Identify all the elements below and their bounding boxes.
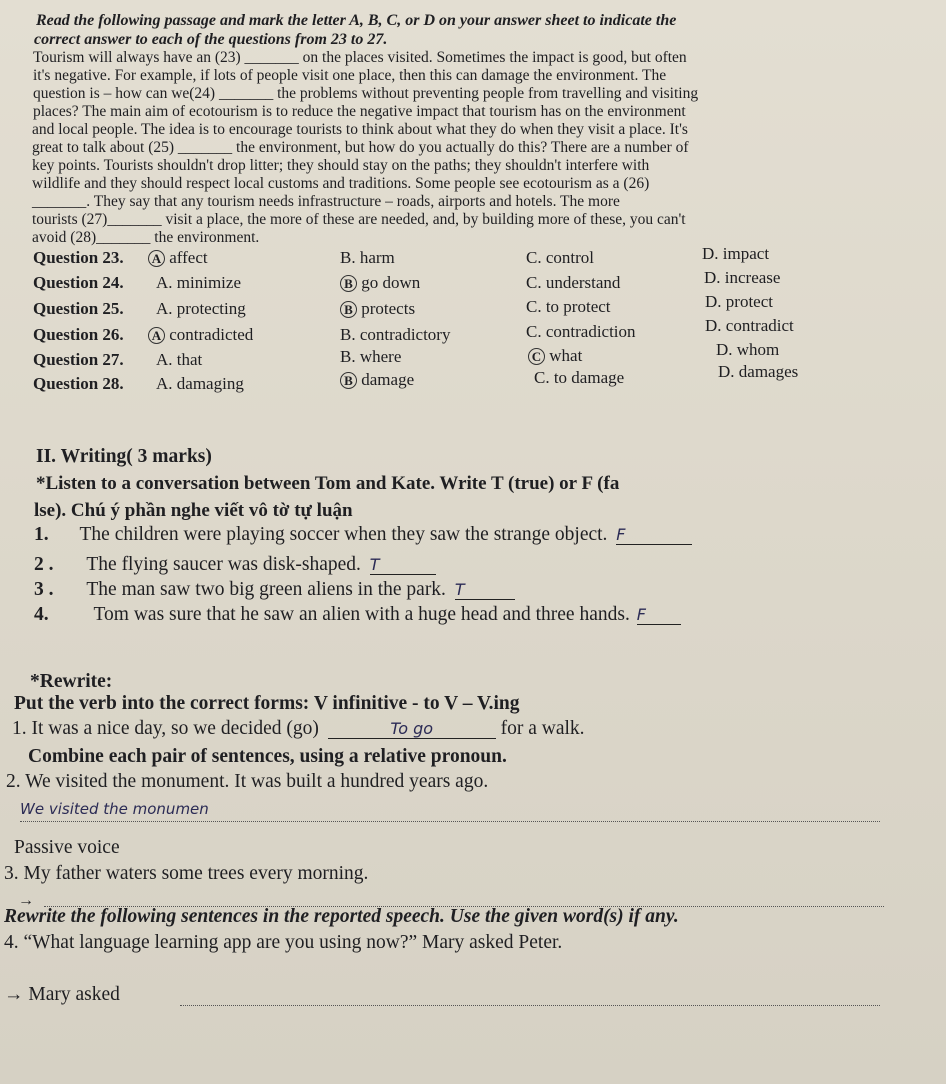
relative-pronoun-instruction: Combine each pair of sentences, using a relative pronoun. — [28, 746, 507, 767]
option-d[interactable]: D. damages — [718, 362, 799, 381]
question-label: Question 23. — [33, 248, 124, 267]
passage-line: great to talk about (25) _______ the environment, but how do you actually do this? There are a number of — [32, 139, 689, 156]
option-a[interactable]: A. damaging — [156, 374, 244, 393]
rewrite-sentence-4: 4. “What language learning app are you using now?” Mary asked Peter. — [4, 932, 563, 953]
arrow-icon: → — [18, 892, 34, 909]
reported-speech-instruction: Rewrite the following sentences in the reported speech. Use the given word(s) if any. — [4, 906, 679, 927]
reported-answer-start: → Mary asked — [4, 984, 120, 1005]
writing-heading: II. Writing( 3 marks) — [36, 446, 212, 467]
option-c[interactable]: C. to damage — [534, 368, 625, 387]
answer-circle-mark: C — [528, 348, 545, 365]
option-a[interactable]: A. protecting — [156, 299, 246, 318]
tf-item: 3 . The man saw two big green aliens in the park. T — [34, 579, 515, 601]
answer-circle-mark: A — [148, 327, 165, 344]
passage-line: wildlife and they should respect local customs and traditions. Some people see ecotourism as a (26) — [32, 175, 650, 192]
rewrite-heading: *Rewrite: — [30, 671, 113, 692]
rewrite-sentence-3: 3. My father waters some trees every morning. — [4, 863, 369, 884]
option-d[interactable]: D. contradict — [705, 316, 794, 335]
option-b[interactable]: B go down — [340, 273, 420, 293]
tf-item: 1. The children were playing soccer when they saw the strange object. F — [34, 524, 692, 546]
passage-line: it's negative. For example, if lots of people visit one place, then this can damage the environment. The — [33, 67, 667, 84]
passage-line: and local people. The idea is to encourage tourists to think about what they do when they visit a place. It's — [32, 121, 688, 138]
option-a[interactable]: A. that — [156, 350, 203, 369]
option-a[interactable]: A contradicted — [148, 325, 253, 345]
reading-instruction-line2: correct answer to each of the questions from 23 to 27. — [34, 31, 388, 48]
question-label: Question 27. — [33, 350, 124, 369]
option-c[interactable]: C what — [528, 346, 582, 366]
rewrite-sentence-2: 2. We visited the monument. It was built a hundred years ago. — [6, 771, 489, 792]
question-label: Question 26. — [33, 325, 124, 344]
tf-answer[interactable]: T — [370, 555, 436, 575]
tf-answer[interactable]: F — [637, 605, 681, 625]
passage-line: Tourism will always have an (23) _______ on the places visited. Sometimes the impact is good, but often — [33, 49, 687, 66]
rewrite-sentence-1: 1. It was a nice day, so we decided (go) To go for a walk. — [12, 718, 585, 739]
option-c[interactable]: C. understand — [526, 273, 621, 292]
option-b[interactable]: B damage — [340, 370, 414, 390]
answer-circle-mark: B — [340, 301, 357, 318]
passage-line: _______. They say that any tourism needs infrastructure – roads, airports and hotels. The more — [32, 193, 620, 210]
passage-line: avoid (28)_______ the environment. — [32, 229, 260, 246]
passage-line: key points. Tourists shouldn't drop litter; they should stay on the paths; they shouldn't interfere with — [32, 157, 650, 174]
question-label: Question 25. — [33, 299, 124, 318]
answer-circle-mark: A — [148, 250, 165, 267]
option-b[interactable]: B protects — [340, 299, 415, 319]
answer-field[interactable]: To go — [328, 719, 496, 739]
handwritten-answer: We visited the monumen — [20, 800, 209, 818]
option-b[interactable]: B. harm — [340, 248, 395, 267]
answer-circle-mark: B — [340, 275, 357, 292]
listen-instruction-line1: *Listen to a conversation between Tom and Kate. Write T (true) or F (fa — [36, 473, 620, 494]
option-b[interactable]: B. where — [340, 347, 402, 366]
dotted-line — [20, 820, 880, 822]
reading-instruction-line1: Read the following passage and mark the letter A, B, C, or D on your answer sheet to indicate the — [36, 12, 677, 29]
question-row — [33, 248, 124, 268]
answer-line-4[interactable] — [180, 1004, 880, 1006]
question-label: Question 24. — [33, 273, 124, 292]
option-d[interactable]: D. whom — [716, 340, 780, 359]
option-c[interactable]: C. to protect — [526, 297, 611, 316]
passage-line: tourists (27)_______ visit a place, the more of these are needed, and, by building more of these, you can't — [32, 211, 686, 228]
option-d[interactable]: D. impact — [702, 244, 770, 263]
option-c[interactable]: C. control — [526, 248, 594, 267]
option-b[interactable]: B. contradictory — [340, 325, 451, 344]
tf-answer[interactable]: T — [455, 580, 515, 600]
verb-form-instruction: Put the verb into the correct forms: V infinitive - to V – V.ing — [14, 693, 520, 714]
tf-item: 4. Tom was sure that he saw an alien with a huge head and three hands. F — [34, 604, 681, 626]
passive-voice-heading: Passive voice — [14, 837, 120, 858]
question-label: Question 28. — [33, 374, 124, 393]
passage-line: places? The main aim of ecotourism is to reduce the negative impact that tourism has on the environment — [33, 103, 686, 120]
option-a[interactable]: A affect — [148, 248, 208, 268]
answer-circle-mark: B — [340, 372, 357, 389]
tf-item: 2 . The flying saucer was disk-shaped. T — [34, 554, 436, 576]
option-a[interactable]: A. minimize — [156, 273, 241, 292]
passage-line: question is – how can we(24) _______ the problems without preventing people from travelling and visiting — [33, 85, 699, 102]
option-c[interactable]: C. contradiction — [526, 322, 636, 341]
option-d[interactable]: D. increase — [704, 268, 781, 287]
option-d[interactable]: D. protect — [705, 292, 773, 311]
tf-answer[interactable]: F — [616, 525, 692, 545]
listen-instruction-line2: lse). Chú ý phần nghe viết vô tờ tự luận — [34, 500, 353, 521]
